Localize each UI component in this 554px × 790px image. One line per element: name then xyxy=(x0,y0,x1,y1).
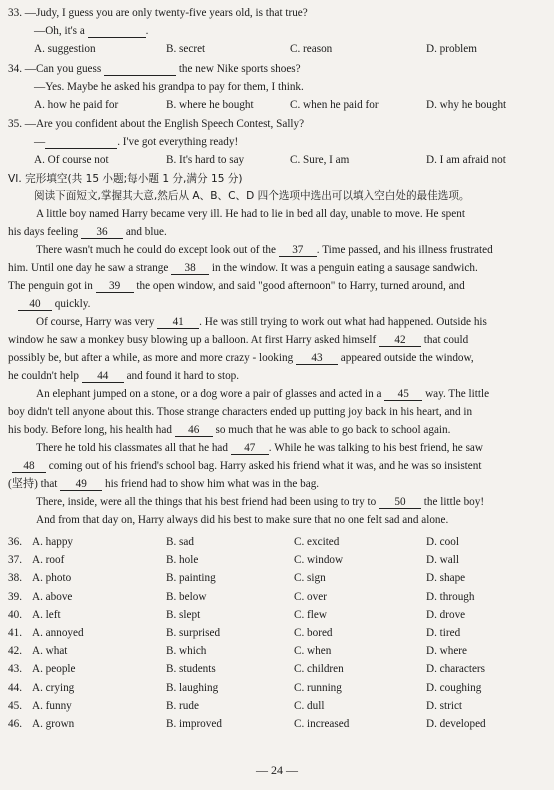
passage-line: There wasn't much he could do except look out of the 37 . Time passed, and his illness frustrated xyxy=(36,244,493,256)
option-row-number: 37. xyxy=(8,554,22,567)
option-d: D. cool xyxy=(426,536,459,548)
option-a: A. people xyxy=(32,663,76,676)
option-a: A. crying xyxy=(32,681,75,694)
question-number: 33. xyxy=(8,7,22,19)
option-c: C. excited xyxy=(294,536,340,548)
blank-38: 38 xyxy=(171,263,209,275)
passage-line: window he saw a monkey busy blowing up a balloon. At first Harry asked himself 42 that could xyxy=(8,334,469,346)
answer-blank xyxy=(88,26,146,38)
option-b: B. It's hard to say xyxy=(166,154,245,166)
option-c: C. over xyxy=(294,590,327,603)
option-a: A. roof xyxy=(32,554,65,567)
option-c: C. when he paid for xyxy=(290,99,379,111)
blank-44: 44 xyxy=(82,371,124,383)
option-b: B. sad xyxy=(166,536,194,548)
blank-36: 36 xyxy=(81,227,123,239)
answer-blank xyxy=(104,64,176,76)
option-a: A. what xyxy=(32,645,68,658)
page-number: — 24 — xyxy=(256,763,298,777)
option-a: A. above xyxy=(32,590,73,603)
option-c: C. bored xyxy=(294,627,333,639)
option-b: B. surprised xyxy=(166,627,221,639)
option-d: D. characters xyxy=(426,663,486,676)
option-a: A. happy xyxy=(32,536,74,548)
option-c: C. flew xyxy=(294,608,327,621)
option-d: D. where xyxy=(426,645,468,658)
passage-line: Of course, Harry was very 41 . He was still trying to work out what had happened. Outside his xyxy=(36,316,487,328)
question-text: —Judy, I guess you are only twenty-five years old, is that true? xyxy=(24,7,308,19)
option-c: C. Sure, I am xyxy=(290,154,350,166)
blank-49: 49 xyxy=(60,479,102,491)
option-row-number: 39. xyxy=(8,590,22,603)
blank-46: 46 xyxy=(175,425,213,437)
option-a: A. left xyxy=(32,608,61,621)
passage-line: A little boy named Harry became very ill. He had to lie in bed all day, unable to move. He spent xyxy=(36,208,465,220)
passage-line: There, inside, were all the things that his best friend had been using to try to 50 the little boy! xyxy=(36,496,485,508)
option-d: D. drove xyxy=(426,608,466,621)
option-b: B. slept xyxy=(166,608,201,621)
blank-45: 45 xyxy=(384,389,422,401)
option-b: B. secret xyxy=(166,43,206,55)
blank-43: 43 xyxy=(296,353,338,365)
section-instruction: 阅读下面短文,掌握其大意,然后从 A、B、C、D 四个选项中选出可以填入空白处的最佳选项。 xyxy=(34,190,470,202)
option-row-number: 40. xyxy=(8,608,22,621)
passage-line: An elephant jumped on a stone, or a dog wore a pair of glasses and acted in a 45 way. The little xyxy=(36,388,490,400)
passage-line: And from that day on, Harry always did his best to make sure that no one felt sad and alone. xyxy=(36,514,449,526)
passage-line: he couldn't help 44 and found it hard to stop. xyxy=(8,370,240,382)
option-d: D. tired xyxy=(426,627,461,639)
option-b: B. painting xyxy=(166,572,216,585)
option-d: D. wall xyxy=(426,554,459,567)
passage-line: 48 coming out of his friend's school bag. Harry asked his friend what it was, and he was so insistent xyxy=(12,461,552,473)
question-34: 34. —Can you guess the new Nike sports shoes? xyxy=(8,63,301,75)
question-35: 35. —Are you confident about the English Speech Contest, Sally? xyxy=(8,118,305,130)
passage-line: his body. Before long, his health had 46 so much that he was able to go back to school again. xyxy=(8,424,451,436)
option-b: B. hole xyxy=(166,554,199,567)
passage-line: There he told his classmates all that he had 47 . While he was talking to his best friend, he saw xyxy=(36,442,483,454)
option-a: A. funny xyxy=(32,699,72,712)
option-c: C. children xyxy=(294,663,344,676)
option-row-number: 42. xyxy=(8,645,22,658)
option-row-number: 46. xyxy=(8,718,22,730)
option-d: D. strict xyxy=(426,699,463,712)
option-c: C. running xyxy=(294,681,342,694)
blank-37: 37 xyxy=(279,245,317,257)
passage-line: The penguin got in 39 the open window, and said "good afternoon" to Harry, turned around, and xyxy=(8,280,465,292)
question-34-answer-line: —Yes. Maybe he asked his grandpa to pay for them, I think. xyxy=(34,81,304,93)
option-b: B. students xyxy=(166,663,216,676)
option-d: D. developed xyxy=(426,718,486,730)
blank-48: 48 xyxy=(12,461,46,473)
passage-line: (坚持) that 49 his friend had to show him what was in the bag. xyxy=(8,478,320,490)
option-b: B. improved xyxy=(166,718,222,730)
option-b: B. which xyxy=(166,645,207,658)
option-d: D. I am afraid not xyxy=(426,154,506,166)
option-row-number: 43. xyxy=(8,663,22,676)
option-c: C. reason xyxy=(290,43,333,55)
option-c: C. dull xyxy=(294,699,325,712)
option-d: D. problem xyxy=(426,43,477,55)
option-a: A. Of course not xyxy=(34,154,109,166)
option-b: B. rude xyxy=(166,699,199,712)
section-title: VI. 完形填空(共 15 小题;每小题 1 分,满分 15 分) xyxy=(8,173,243,185)
option-c: C. sign xyxy=(294,572,326,585)
option-row-number: 36. xyxy=(8,536,22,548)
question-33 xyxy=(8,8,548,19)
option-a: A. how he paid for xyxy=(34,99,119,111)
option-a: A. photo xyxy=(32,572,72,585)
blank-39: 39 xyxy=(96,281,134,293)
blank-41: 41 xyxy=(157,317,199,329)
option-c: C. window xyxy=(294,554,344,567)
option-d: D. through xyxy=(426,590,475,603)
option-row-number: 45. xyxy=(8,699,22,712)
question-33-answer-line: —Oh, it's a . xyxy=(34,25,149,37)
option-b: B. laughing xyxy=(166,681,219,694)
passage-line: boy didn't tell anyone about this. Those strange characters ended up putting joy back in his heart, and in xyxy=(8,406,473,418)
option-d: D. shape xyxy=(426,572,466,585)
option-row-number: 38. xyxy=(8,572,22,585)
option-row-number: 44. xyxy=(8,681,22,694)
passage-line: 40 quickly. xyxy=(18,299,554,311)
passage-line: him. Until one day he saw a strange 38 in the window. It was a penguin eating a sausage sandwich. xyxy=(8,262,478,274)
blank-40: 40 xyxy=(18,299,52,311)
answer-blank xyxy=(45,137,117,149)
passage-line: possibly be, but after a while, as more and more crazy - looking 43 appeared outside the window, xyxy=(8,352,474,364)
option-row-number: 41. xyxy=(8,627,22,639)
option-c: C. when xyxy=(294,645,332,658)
question-35-answer-line: — . I've got everything ready! xyxy=(34,136,239,148)
option-a: A. suggestion xyxy=(34,43,96,55)
blank-47: 47 xyxy=(231,443,269,455)
blank-42: 42 xyxy=(379,335,421,347)
option-d: D. coughing xyxy=(426,681,482,694)
option-d: D. why he bought xyxy=(426,99,507,111)
option-c: C. increased xyxy=(294,718,350,730)
blank-50: 50 xyxy=(379,497,421,509)
option-a: A. grown xyxy=(32,718,75,730)
option-b: B. where he bought xyxy=(166,99,254,111)
passage-line: his days feeling 36 and blue. xyxy=(8,226,167,238)
option-a: A. annoyed xyxy=(32,627,84,639)
option-b: B. below xyxy=(166,590,207,603)
